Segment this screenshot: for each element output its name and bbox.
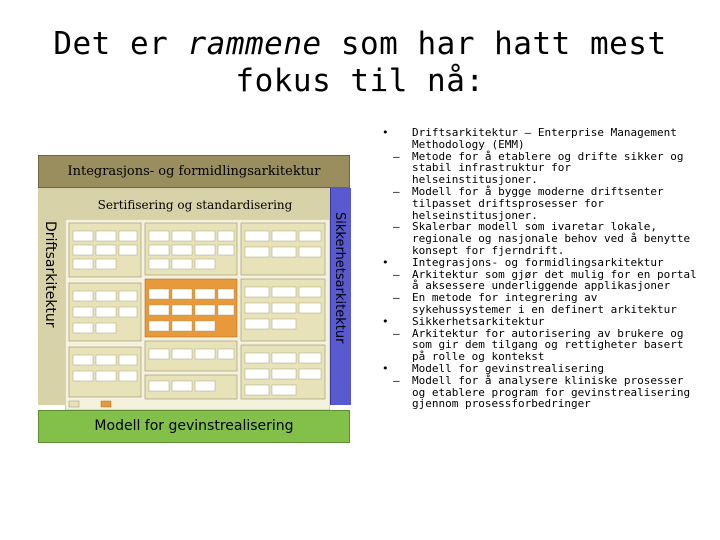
- bullet-list: [382, 127, 702, 410]
- bullet-item: • Integrasjons- og formidlingsarkitektur: [382, 255, 664, 269]
- sub-bullet-item: – Modell for å bygge moderne driftsenter tilpasset driftsprosesser for helseinstitusjoner.: [393, 184, 664, 222]
- sub-bullet-text: Modell for å bygge moderne driftsenter tilpasset driftsprosesser for helseinstitusjoner.: [412, 184, 664, 222]
- integration-band: [38, 155, 350, 188]
- sub-bullet-text: Arkitektur som gjør det mulig for en portal å aksessere underliggende applikasjoner: [412, 267, 697, 293]
- sub-bullet-item: – Arkitektur som gjør det mulig for en portal å aksessere underliggende applikasjoner: [393, 267, 697, 293]
- benefit-band-label: Modell for gevinstrealisering: [94, 418, 294, 434]
- certification-band-label: Sertifisering og standardisering: [97, 198, 293, 212]
- sub-bullet-item: – Metode for å etablere og drifte sikker og stabil infrastruktur for helseinstitusjoner.: [393, 149, 684, 187]
- security-band-label: Sikkerhetsarkitektur: [332, 212, 347, 344]
- framework-blocks-graphic: [65, 219, 330, 410]
- bullet-item: • Sikkerhetsarkitektur: [382, 314, 545, 328]
- bullet-text: Integrasjons- og formidlingsarkitektur: [412, 255, 664, 269]
- title-part-1: Det er: [53, 26, 188, 62]
- bullet-text: Sikkerhetsarkitektur: [412, 314, 545, 328]
- sub-bullet-text: Arkitektur for autorisering av brukere og som gir dem tilgang og rettigheter basert på rolle og kontekst: [412, 326, 684, 364]
- operations-band-label: Driftsarkitektur: [42, 221, 58, 328]
- title-emphasis: rammene: [187, 26, 322, 62]
- framework-blocks-image: [65, 219, 330, 410]
- operations-band: [38, 219, 65, 405]
- sub-bullet-text: En metode for integrering av sykehussystemer i en definert arkitektur: [412, 291, 677, 316]
- bullet-text: Modell for gevinstrealisering: [412, 361, 605, 375]
- sub-bullet-item: – Arkitektur for autorisering av brukere og som gir dem tilgang og rettigheter basert på rolle og kontekst: [393, 326, 684, 364]
- security-band: [330, 188, 351, 405]
- integration-band-label: Integrasjons- og formidlingsarkitektur: [67, 164, 321, 179]
- sub-bullet-text: Skalerbar modell som ivaretar lokale, regionale og nasjonale behov ved å benytte konsept for fjerndrift.: [412, 220, 691, 257]
- sub-bullet-item: – En metode for integrering av sykehussystemer i en definert arkitektur: [393, 291, 677, 316]
- bullet-text: Driftsarkitektur – Enterprise Management Methodology (EMM): [412, 126, 677, 151]
- architecture-framework-diagram: [38, 155, 350, 445]
- certification-band: [38, 188, 330, 219]
- sub-bullet-text: Modell for å analysere kliniske prosesser og etablere program for gevinstrealisering gjennom prosessforbedringer: [412, 373, 691, 411]
- sub-bullet-item: – Skalerbar modell som ivaretar lokale, regionale og nasjonale behov ved å benytte konsept for fjerndrift.: [393, 220, 691, 257]
- bullet-item: • Modell for gevinstrealisering: [382, 361, 605, 375]
- slide-title: [40, 26, 680, 100]
- sub-bullet-text: Metode for å etablere og drifte sikker og stabil infrastruktur for helseinstitusjoner.: [412, 149, 684, 187]
- sub-bullet-item: – Modell for å analysere kliniske prosesser og etablere program for gevinstrealisering gjennom prosessforbedringer: [393, 373, 691, 411]
- title-part-2: som har hatt mest fokus til nå:: [235, 26, 667, 99]
- bullet-item: • Driftsarkitektur – Enterprise Management Methodology (EMM): [382, 126, 677, 151]
- benefit-realisation-band: [38, 410, 350, 443]
